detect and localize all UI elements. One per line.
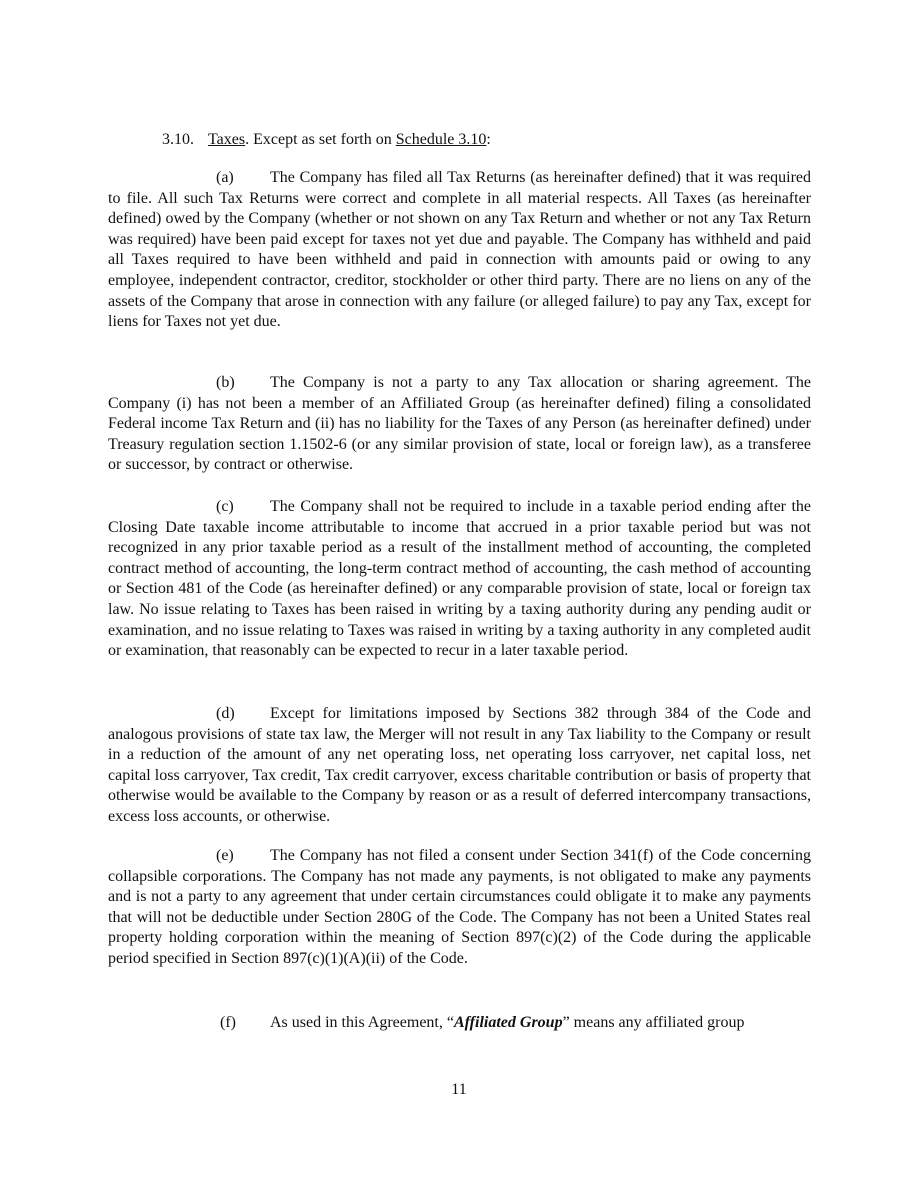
paragraph-a: [108, 168, 811, 333]
page-number: 11: [451, 1081, 467, 1098]
paragraph-d: [108, 704, 811, 828]
paragraph-b: [108, 373, 811, 476]
paragraph-e: [108, 846, 811, 970]
paragraph-text: The Company is not a party to any Tax allocation or sharing agreement. The Company (i) has not been a member of an Affiliated Group (as hereinafter defined) filing a consolidated Federal income Tax Return and (ii) has no liability for the Taxes of any Person (as hereinafter defined) under Treasury regulation section 1.1502-6 (or any similar provision of state, local or foreign law), as a transferee or successor, by contract or otherwise.: [108, 374, 811, 474]
section-title: Taxes: [208, 131, 246, 148]
paragraph-label: (a): [216, 169, 234, 186]
paragraph-text-before: As used in this Agreement, “: [270, 1014, 454, 1031]
paragraph-text-after: ” means any affiliated group: [562, 1014, 745, 1031]
defined-term: Affiliated Group: [453, 1014, 563, 1031]
section-intro-before: . Except as set forth on: [245, 131, 396, 148]
section-heading: [162, 130, 491, 150]
section-intro-after: :: [486, 131, 491, 148]
paragraph-label: (f): [220, 1014, 236, 1031]
paragraph-f: [220, 1013, 811, 1034]
paragraph-label: (e): [216, 847, 234, 864]
paragraph-text: Except for limitations imposed by Sections 382 through 384 of the Code and analogous provisions of state tax law, the Merger will not result in any Tax liability to the Company or result in a reduction of the amount of any net operating loss, net operating loss carryover, net capital loss, net capital loss carryover, Tax credit, Tax credit carryover, excess charitable contribution or basis of property that otherwise would be available to the Company by reason or as a result of deferred intercompany transactions, excess loss accounts, or otherwise.: [108, 705, 811, 825]
schedule-reference: Schedule 3.10: [395, 131, 487, 148]
paragraph-text: The Company shall not be required to include in a taxable period ending after the Closing Date taxable income attributable to income that accrued in a prior taxable period but was not recognized in any prior taxable period as a result of the installment method of accounting, the completed contract method of accounting, the long-term contract method of accounting, the cash method of accounting or Section 481 of the Code (as hereinafter defined) or any comparable provision of state, local or foreign tax law. No issue relating to Taxes has been raised in writing by a taxing authority during any pending audit or examination, and no issue relating to Taxes was raised in writing by a taxing authority in any completed audit or examination, that reasonably can be expected to recur in a later taxable period.: [108, 498, 811, 660]
paragraph-text: The Company has not filed a consent under Section 341(f) of the Code concerning collapsible corporations. The Company has not made any payments, is not obligated to make any payments and is not a party to any agreement that under certain circumstances could obligate it to make any payments that will not be deductible under Section 280G of the Code. The Company has not been a United States real property holding corporation within the meaning of Section 897(c)(2) of the Code during the applicable period specified in Section 897(c)(1)(A)(ii) of the Code.: [108, 847, 811, 967]
paragraph-label: (c): [216, 498, 234, 515]
paragraph-text: The Company has filed all Tax Returns (as hereinafter defined) that it was required to file. All such Tax Returns were correct and complete in all material respects. All Taxes (as hereinafter defined) owed by the Company (whether or not shown on any Tax Return and whether or not any Tax Return was required) have been paid except for taxes not yet due and payable. The Company has withheld and paid all Taxes required to have been withheld and paid in connection with amounts paid or owing to any employee, independent contractor, creditor, stockholder or other third party. There are no liens on any of the assets of the Company that arose in connection with any failure (or alleged failure) to pay any Tax, except for liens for Taxes not yet due.: [108, 169, 811, 331]
paragraph-label: (b): [216, 374, 235, 391]
section-number: 3.10.: [162, 131, 194, 148]
paragraph-c: [108, 497, 811, 662]
paragraph-label: (d): [216, 705, 235, 722]
